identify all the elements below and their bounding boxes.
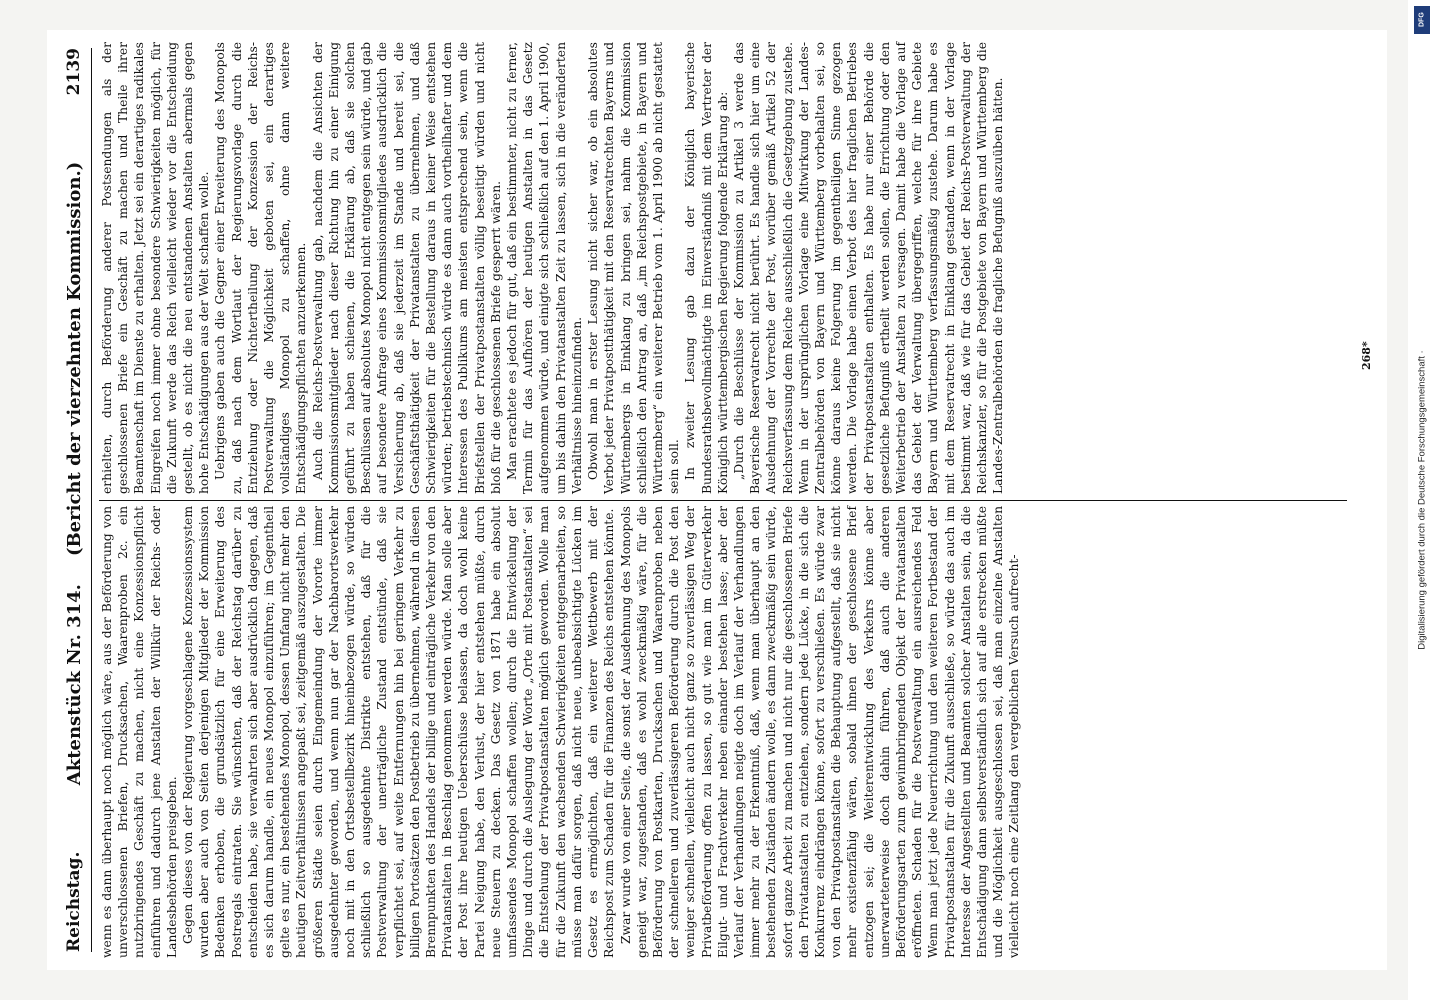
paragraph: In zweiter Lesung gab dazu der Königlich bayerische Bundesrathsbevollmächtigte im Einverständniß mit dem Vertreter der Königlich württembergischen Regierung folgende Erklärung ab: bbox=[683, 42, 730, 494]
paragraph: Obwohl man in erster Lesung nicht sicher war, ob ein absolutes Verbot jeder Privatpostthätigkeit mit den Reservatrechten Bayerns und Württembergs in Einklang zu bringen sei, nahm die Kommission schließlich den Antrag an, daß „im Reichspostgebiete, in Bayern und Württemberg“ ein weiterer Betrieb vom 1. April 1900 ab nicht gestattet sein soll. bbox=[586, 42, 682, 494]
digitization-sidebar bbox=[1408, 0, 1434, 1000]
paragraph: Gegen dieses von der Regierung vorgeschlagene Konzessionssystem wurden aber auch von Seiten derjenigen Mitglieder der Kommission Bedenken erhoben, die grundsätzlich für eine Erweiterung des Postregals eintraten. Sie wünschten, daß der Reichstag darüber zu entscheiden habe, sie verwahrten sich aber ausdrücklich dagegen, daß es sich darum handle, ein neues Monopol einzuführen; im Gegentheil gelte es nur, ein bestehendes Monopol, dessen Umfang nicht mehr den heutigen Zeitverhältnissen angepaßt sei, zeitgemäß auszugestalten. Die größeren Städte seien durch Eingemeindung der Vororte immer ausgedehnter geworden, und wenn nun gar der Nachbarortsverkehr noch mit in den Ortsbestellbezirk hineinbezogen würde, so würden schließlich so ausgedehnte Distrikte entstehen, daß für die Postverwaltung der unerträgliche Zustand entstünde, daß sie verpflichtet sei, auf weite Entfernungen hin bei geringem Verkehr zu billigen Portosätzen den Postbetrieb zu übernehmen, während in diesen Brennpunkten des Handels der billige und einträgliche Verkehr von den Privatanstalten in Beschlag genommen werden würde. Man solle aber der Post ihre heutigen Ueberschüsse belassen, da doch wohl keine Partei Neigung habe, den Verlust, der hier entstehen müßte, durch neue Steuern zu decken. Das Gesetz von 1871 habe ein absolut umfassendes Monopol schaffen wollen; durch die Entwickelung der Dinge und durch die Auslegung der Worte „Orte mit Postanstalten“ sei die Entstehung der Privatpostanstalten möglich geworden. Wolle man für die Zukunft den wachsenden Schwierigkeiten entgegenarbeiten, so müsse man dafür sorgen, daß nicht neue, unbeabsichtigte Lücken im Gesetz es ermöglichten, daß ein weiterer Wettbewerb mit der Reichspost zum Schaden für die Finanzen des Reichs entstehen könnte. bbox=[181, 506, 617, 958]
left-column bbox=[99, 506, 1347, 958]
right-column bbox=[99, 42, 1347, 494]
funding-note: Digitalisierung gefördert durch die Deutsche Forschungsgemeinschaft · bbox=[1416, 350, 1428, 650]
document-page bbox=[47, 30, 1387, 970]
header-reichstag: Reichstag. bbox=[64, 851, 84, 952]
paragraph: Auch die Reichs-Postverwaltung gab, nachdem die Ansichten der Kommissionsmitglieder nach dieser Richtung hin zu einer Einigung geführt zu haben schienen, die Erklärung ab, daß sie solchen Beschlüssen auf absolutes Monopol nicht entgegen sein würde, und gab auf besondere Anfrage eines Kommissionsmitgliedes ausdrücklich die Versicherung ab, daß sie jederzeit im Stande und bereit sei, die Geschäftsthätigkeit der Privatanstalten zu übernehmen, und daß Schwierigkeiten für die Bestellung daraus in keiner Weise entstehen würden; betriebstechnisch würde es dann auch vortheilhafter und dem Interessen des Publikums am meisten entsprechend sein, wenn die Briefstellen der Privatpostanstalten völlig beseitigt würden und nicht bloß für die geschlossenen Briefe gesperrt wären. bbox=[310, 42, 503, 494]
paragraph: Uebrigens gaben auch die Gegner einer Erweiterung des Monopols zu, daß nach dem Wortlaut der Regierungsvorlage durch die Entziehung oder Nichtertheilung der Konzession der Reichs-Postverwaltung die Möglichkeit geboten sei, ein derartiges vollständiges Monopol zu schaffen, ohne dann weitere Entschädigungspflichten anzuerkennen. bbox=[213, 42, 309, 494]
paragraph: wenn es dann überhaupt noch möglich wäre, aus der Beförderung von unverschlossenen Briefen, Drucksachen, Waarenproben 2c. ein nutzbringendes Geschäft zu machen, nicht eine Konzessionspflicht einführen und dadurch jene Anstalten der Willkür der Reichs- oder Landesbehörden preisgeben. bbox=[100, 506, 179, 958]
paragraph: „Durch die Beschlüsse der Kommission zu Artikel 3 werde das Bayerische Reservatrecht nicht berührt. Es handle sich hier um eine Ausdehnung der Vorrechte der Post, worüber gemäß Artikel 52 der Reichsverfassung dem Reiche ausschließlich die Gesetzgebung zustehe. Wenn in der ursprünglichen Vorlage eine Mitwirkung der Landes-Zentralbehörden von Bayern und Württemberg vorbehalten sei, so könne daraus keine Folgerung im gegentheiligen Sinne gezogen werden. Die Vorlage habe einen Verbot des hier fraglichen Betriebes der Privatpostanstalten enthalten. Es habe nur einer Behörde die gesetzliche Befugniß ertheilt werden sollen, die Errichtung oder den Weiterbetrieb der Anstalten zu versagen. Damit habe die Vorlage auf das Gebiet der Verwaltung übergegriffen, welche für ihre Gebiete Bayern und Württemberg verfassungsmäßig zustehe. Darum habe es mit dem Reservatrecht in Einklang gestanden, wenn in der Vorlage bestimmt war, daß wie für das Gebiet der Reichs-Postverwaltung der Reichskanzler, so für die Postgebiete von Bayern und Württemberg die Landes-Zentralbehörden die fragliche Befugniß auszuüben hätten. bbox=[731, 42, 1006, 494]
header-document-number: Aktenstück Nr. 314. bbox=[63, 584, 85, 786]
paragraph: Zwar wurde von einer Seite, die sonst der Ausdehnung des Monopols geneigt war, zugestanden, daß es wohl zweckmäßig wäre, für die Beförderung von Postkarten, Drucksachen und Waarenproben neben der schnelleren und zuverlässigeren Beförderung durch die Post den weniger schnellen, vielleicht auch nicht ganz so zuverlässigen Weg der Privatbeförderung offen zu lassen, so gut wie man im Güterverkehr Eilgut- und Frachtverkehr neben einander bestehen lasse; aber der Verlauf der Verhandlungen neigte doch im Verlauf der Verhandlungen immer mehr zu der Erkenntniß, daß, wenn man überhaupt an den bestehenden Zuständen ändern wolle, es dann zweckmäßig sein würde, sofort ganze Arbeit zu machen und nicht nur die geschlossenen Briefe den Privatanstalten zu entziehen, sondern jede Lücke, in die sich die Konkurrenz eindrängen könne, sofort zu verschließen. Es würde zwar von den Privatpostanstalten die Behauptung aufgestellt, daß sie nicht mehr existenzfähig wären, sobald ihnen der geschlossene Brief entzogen sei; die Weiterentwicklung des Verkehrs könne aber unerwarteterweise doch dahin führen, daß auch die anderen Beförderungsarten zum gewinnbringenden Objekt der Privatanstalten eröffneten. Schaden für die Postverwaltung ein ausreichendes Feld Wenn man jetzt jede Neuerrichtung und den weiteren Fortbestand der Privatpostanstalten für die Zukunft ausschließe, so würde das auch im Interesse der Angestellten und Beamten solcher Anstalten sein, da die Entschädigung dann selbstverständlich sich auf alle erstrecken müßte und die Möglichkeit ausgeschlossen sei, daß man einzelne Anstalten vielleicht noch eine Zeitlang den vergeblichen Versuch aufrecht- bbox=[618, 506, 1022, 958]
column-divider bbox=[99, 500, 1347, 501]
page-header bbox=[57, 48, 92, 952]
paragraph: erhielten, durch Beförderung anderer Postsendungen als der geschlossenen Briefe ein Geschäft zu machen und Theile ihrer Beamtenschaft im Dienste zu erhalten. Jetzt sei ein derartiges radikales Eingreifen noch immer ohne besondere Schwierigkeiten möglich, für die Zukunft werde das Reich vielleicht wieder vor die Entscheidung gestellt, ob es nicht die neu entstandenen Anstalten abermals gegen hohe Entschädigungen aus der Welt schaffen wolle. bbox=[100, 42, 212, 494]
page-number: 2139 bbox=[64, 48, 84, 96]
signature-mark: 268* bbox=[1360, 341, 1373, 370]
header-subtitle: (Bericht der vierzehnten Kommission.) bbox=[63, 161, 85, 557]
paragraph: Man erachtete es jedoch für gut, daß ein bestimmter, nicht zu ferner, Termin für das Aufhören der heutigen Anstalten in das Gesetz aufgenommen würde, und einigte sich schließlich auf den 1. April 1900, um bis dahin den Privatanstalten Zeit zu lassen, sich in die veränderten Verhältnisse hineinzufinden. bbox=[505, 42, 584, 494]
dfg-logo-icon: DFG bbox=[1414, 6, 1430, 34]
page-viewport bbox=[47, 30, 1387, 970]
